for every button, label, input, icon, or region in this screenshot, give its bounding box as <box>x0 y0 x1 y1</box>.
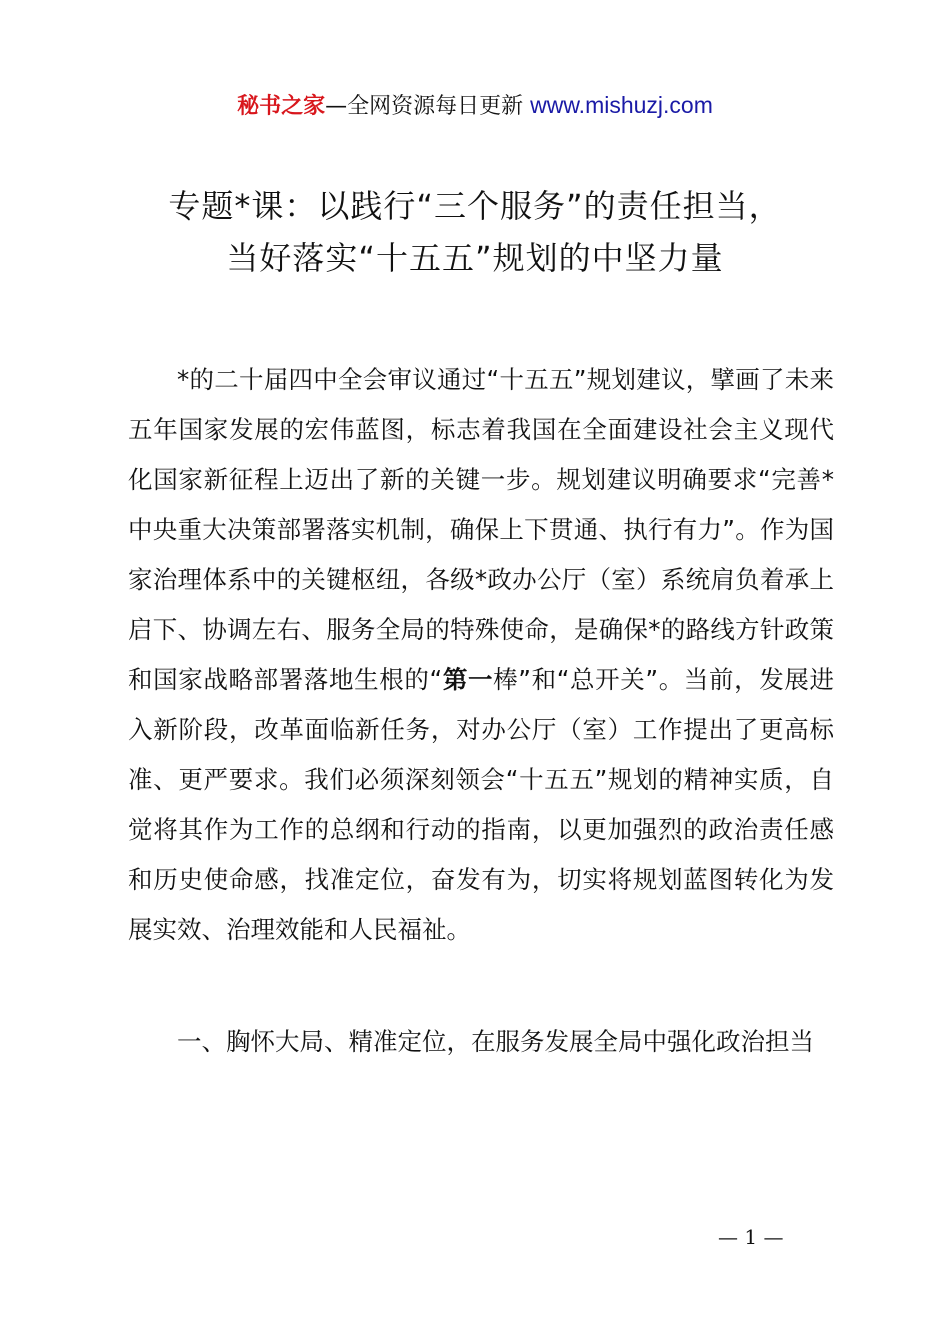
section-heading-1: 一、胸怀大局、精准定位，在服务发展全局中强化政治担当 <box>177 1027 814 1056</box>
brand-name: 秘书之家 <box>237 94 326 119</box>
page-number: — 1 — <box>718 1225 784 1249</box>
title-line-1: 专题*课：以践行“三个服务”的责任担当， <box>168 187 782 225</box>
intro-paragraph-text-1: *的二十届四中全会审议通过“十五五”规划建议，擘画了未来五年国家发展的宏伟蓝图，标志着我国在全面建设社会主义现代化国家新征程上迈出了新的关键一步。规划建议明确要求“完善*中央重大决策部署落实机制，确保上下贯通、执行有力”。作为国家治理体系中的关键枢纽，各级*政办公厅（室）系统肩负着承上启下、协调左右、服务全局的特殊使命，是确保*的路线方针政策和国家战略部署落地生根的“ <box>128 365 834 694</box>
intro-paragraph-bold-text: 第一 <box>442 665 494 694</box>
intro-paragraph <box>128 355 834 955</box>
title-line-2: 当好落实“十五五”规划的中坚力量 <box>226 239 724 277</box>
site-url-link[interactable]: www.mishuzj.com <box>530 92 713 118</box>
intro-paragraph-text-2: 棒”和“总开关”。当前，发展进入新阶段，改革面临新任务，对办公厅（室）工作提出了更高标准、更严要求。我们必须深刻领会“十五五”规划的精神实质，自觉将其作为工作的总纲和行动的指南，以更加强烈的政治责任感和历史使命感，找准定位，奋发有为，切实将规划蓝图转化为发展实效、治理效能和人民福祉。 <box>128 665 834 944</box>
site-header <box>0 88 950 124</box>
document-title <box>0 180 950 284</box>
header-tagline: —全网资源每日更新 <box>325 94 524 119</box>
